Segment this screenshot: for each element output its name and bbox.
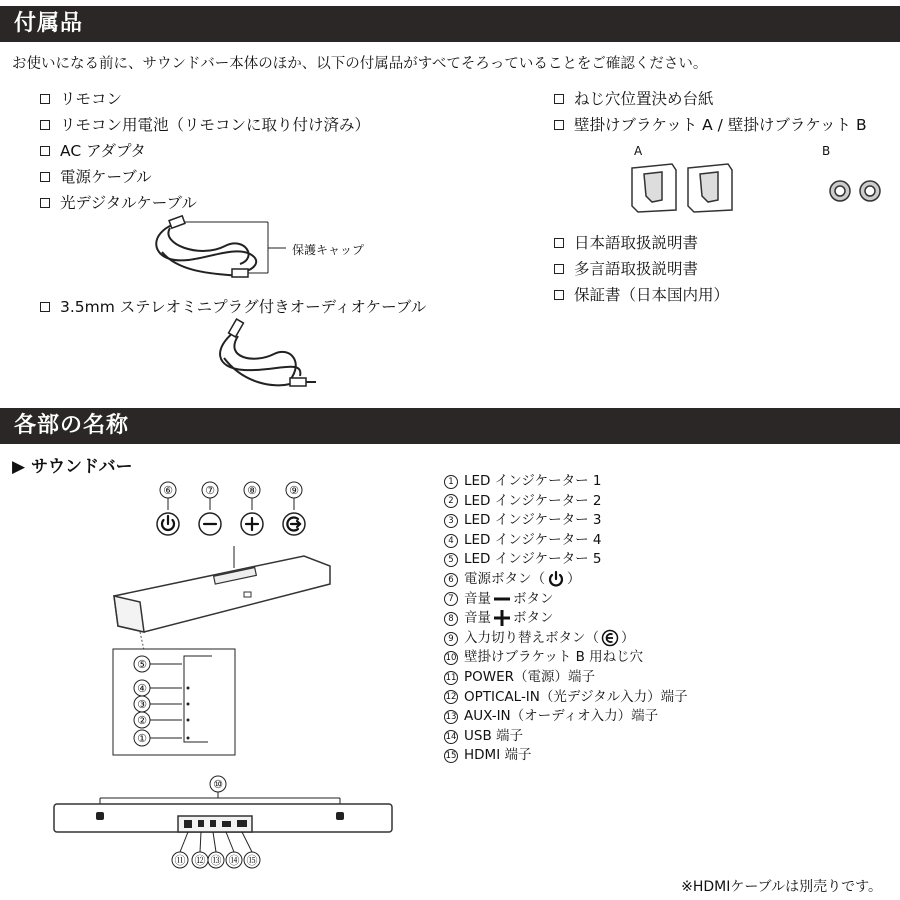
legend-number: 12 bbox=[445, 692, 457, 703]
accessory-list-left bbox=[40, 86, 370, 216]
parts-legend-item bbox=[444, 472, 688, 492]
list-item: リモコン bbox=[40, 86, 370, 112]
callout-4-label: ④ bbox=[137, 682, 147, 695]
callout-3-label: ③ bbox=[137, 698, 147, 711]
callout-7-label: ⑦ bbox=[205, 484, 215, 497]
legend-label: LED インジケーター 3 bbox=[464, 512, 602, 529]
legend-number: 5 bbox=[444, 553, 458, 567]
legend-number: 14 bbox=[445, 731, 457, 742]
legend-number: 13 bbox=[445, 711, 457, 722]
aux-cable-illustration bbox=[204, 318, 320, 396]
legend-label: 電源ボタン（ bbox=[464, 570, 545, 587]
plus-icon bbox=[491, 609, 513, 629]
parts-legend-item bbox=[444, 550, 688, 570]
callout-14-label: ⑭ bbox=[228, 854, 240, 867]
list-item: 日本語取扱説明書 bbox=[554, 230, 729, 256]
led-indicator-zoom bbox=[112, 648, 236, 756]
checkbox-icon bbox=[554, 238, 564, 248]
accessories-header: 付属品 bbox=[0, 6, 900, 42]
checkbox-icon bbox=[554, 120, 564, 130]
parts-legend-item bbox=[444, 531, 688, 551]
legend-number: 11 bbox=[445, 672, 457, 683]
list-item: 光デジタルケーブル bbox=[40, 190, 370, 216]
parts-legend-item bbox=[444, 746, 688, 766]
accessory-list-aux bbox=[40, 294, 426, 320]
top-buttons-diagram bbox=[150, 478, 320, 544]
legend-number: 6 bbox=[444, 573, 458, 587]
legend-label: AUX-IN（オーディオ入力）端子 bbox=[464, 708, 659, 725]
legend-label: POWER（電源）端子 bbox=[464, 668, 596, 685]
parts-legend-item bbox=[444, 609, 688, 629]
callout-2-label: ② bbox=[137, 714, 147, 727]
callout-12-label: ⑫ bbox=[194, 854, 206, 867]
hdmi-footnote: ※HDMIケーブルは別売りです。 bbox=[681, 879, 882, 895]
checkbox-icon bbox=[554, 94, 564, 104]
legend-number: 9 bbox=[444, 632, 458, 646]
legend-label: OPTICAL-IN（光デジタル入力）端子 bbox=[464, 688, 688, 705]
list-item: リモコン用電池（リモコンに取り付け済み） bbox=[40, 112, 370, 138]
checkbox-icon bbox=[554, 264, 564, 274]
legend-number: 3 bbox=[444, 514, 458, 528]
parts-legend-item bbox=[444, 492, 688, 512]
checkbox-icon bbox=[40, 94, 50, 104]
parts-legend-item bbox=[444, 727, 688, 747]
legend-number: 8 bbox=[444, 612, 458, 626]
callout-13-label: ⑬ bbox=[210, 854, 222, 867]
callout-11-label: ⑪ bbox=[174, 854, 186, 867]
input-icon bbox=[599, 629, 621, 649]
list-item: 多言語取扱説明書 bbox=[554, 256, 729, 282]
checkbox-icon bbox=[40, 302, 50, 312]
list-item: 壁掛けブラケット A / 壁掛けブラケット B bbox=[554, 112, 867, 138]
bracket-a-illustration bbox=[626, 160, 738, 216]
legend-number: 1 bbox=[444, 475, 458, 489]
legend-number: 4 bbox=[444, 534, 458, 548]
list-item: ねじ穴位置決め台紙 bbox=[554, 86, 867, 112]
legend-number: 2 bbox=[444, 494, 458, 508]
legend-number: 15 bbox=[445, 751, 457, 762]
legend-number: 10 bbox=[445, 653, 457, 664]
parts-legend-item bbox=[444, 511, 688, 531]
parts-legend-item bbox=[444, 688, 688, 708]
checkbox-icon bbox=[554, 290, 564, 300]
parts-legend-item bbox=[444, 668, 688, 688]
parts-legend-item bbox=[444, 648, 688, 668]
legend-label: 壁掛けブラケット B 用ねじ穴 bbox=[464, 649, 644, 666]
legend-label: LED インジケーター 4 bbox=[464, 531, 602, 548]
checkbox-icon bbox=[40, 146, 50, 156]
parts-legend-item bbox=[444, 629, 688, 649]
soundbar-illustration bbox=[104, 540, 344, 660]
legend-number: 7 bbox=[444, 592, 458, 606]
callout-5-label: ⑤ bbox=[137, 658, 147, 671]
checkbox-icon bbox=[40, 198, 50, 208]
minus-icon bbox=[491, 590, 513, 610]
soundbar-subheading: ▶ サウンドバー bbox=[12, 457, 133, 477]
protective-cap-label: 保護キャップ bbox=[292, 243, 365, 257]
list-item: AC アダプタ bbox=[40, 138, 370, 164]
bracket-a-label: A bbox=[634, 144, 643, 158]
callout-6-label: ⑥ bbox=[163, 484, 173, 497]
legend-label: 入力切り替えボタン（ bbox=[464, 629, 599, 646]
callout-9-label: ⑨ bbox=[289, 484, 299, 497]
legend-label: LED インジケーター 5 bbox=[464, 551, 602, 568]
legend-label: 音量 bbox=[464, 610, 491, 627]
legend-label-suffix: ） bbox=[567, 570, 581, 587]
checkbox-icon bbox=[40, 120, 50, 130]
callout-1-label: ① bbox=[137, 732, 147, 745]
legend-label: HDMI 端子 bbox=[464, 747, 532, 764]
legend-label: LED インジケーター 2 bbox=[464, 492, 602, 509]
optical-cable-illustration bbox=[140, 214, 290, 294]
accessories-intro: お使いになる前に、サウンドバー本体のほか、以下の付属品がすべてそろっていることをご確認ください。 bbox=[12, 56, 708, 72]
list-item: 電源ケーブル bbox=[40, 164, 370, 190]
legend-label-suffix: ボタン bbox=[513, 610, 554, 627]
parts-legend bbox=[444, 472, 688, 766]
legend-label-suffix: ボタン bbox=[513, 590, 554, 607]
list-item: 保証書（日本国内用） bbox=[554, 282, 729, 308]
callout-15-label: ⑮ bbox=[246, 854, 258, 867]
bracket-b-illustration bbox=[824, 176, 890, 206]
legend-label: 音量 bbox=[464, 590, 491, 607]
parts-legend-item bbox=[444, 570, 688, 590]
parts-legend-item bbox=[444, 590, 688, 610]
checkbox-icon bbox=[40, 172, 50, 182]
accessory-list-right-bottom bbox=[554, 230, 729, 308]
legend-label: LED インジケーター 1 bbox=[464, 473, 602, 489]
parts-legend-item bbox=[444, 707, 688, 727]
bracket-b-label: B bbox=[822, 144, 831, 158]
legend-label: USB 端子 bbox=[464, 727, 524, 744]
list-item: 3.5mm ステレオミニプラグ付きオーディオケーブル bbox=[40, 294, 426, 320]
accessory-list-right-top bbox=[554, 86, 867, 138]
legend-label-suffix: ） bbox=[621, 629, 635, 646]
callout-10-label: ⑩ bbox=[213, 778, 223, 791]
soundbar-rear-view bbox=[52, 774, 402, 870]
power-icon bbox=[545, 570, 567, 590]
callout-8-label: ⑧ bbox=[247, 484, 257, 497]
parts-names-header: 各部の名称 bbox=[0, 408, 900, 444]
